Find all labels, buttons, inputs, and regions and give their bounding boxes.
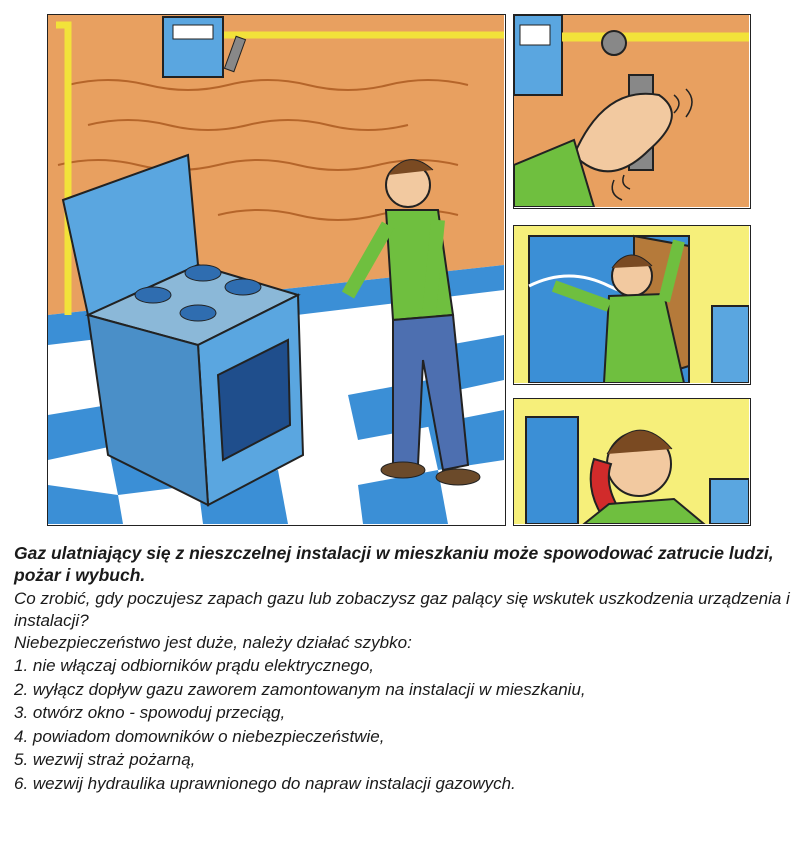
- illustration-close-valve: [513, 14, 751, 209]
- warning-heading: Gaz ulatniający się z nieszczelnej instalacji w mieszkaniu może spowodować zatrucie ludzi, pożar i wybuch.: [14, 543, 774, 585]
- step-item: 2. wyłącz dopływ gazu zaworem zamontowanym na instalacji w mieszkaniu,: [14, 679, 586, 699]
- step-item: 1. nie włączaj odbiorników prądu elektrycznego,: [14, 656, 375, 675]
- step-item: 5. wezwij straż pożarną,: [14, 750, 196, 769]
- intro-text: Niebezpieczeństwo jest duże, należy działać szybko:: [14, 633, 412, 652]
- step-item: 4. powiadom domowników o niebezpieczeństwie,: [14, 726, 385, 746]
- illustration-phone-call: [513, 398, 751, 526]
- instructions-text: [14, 542, 792, 795]
- steps-list: [14, 654, 792, 795]
- step-item: 6. wezwij hydraulika uprawnionego do napraw instalacji gazowych.: [14, 773, 516, 793]
- illustration-gas-smell: [47, 14, 506, 526]
- illustration-open-window: [513, 225, 751, 385]
- question-text: Co zrobić, gdy poczujesz zapach gazu lub zobaczysz gaz palący się wskutek uszkodzenia urządzenia i instalacji?: [14, 589, 790, 630]
- step-item: 3. otwórz okno - spowoduj przeciąg,: [14, 703, 286, 722]
